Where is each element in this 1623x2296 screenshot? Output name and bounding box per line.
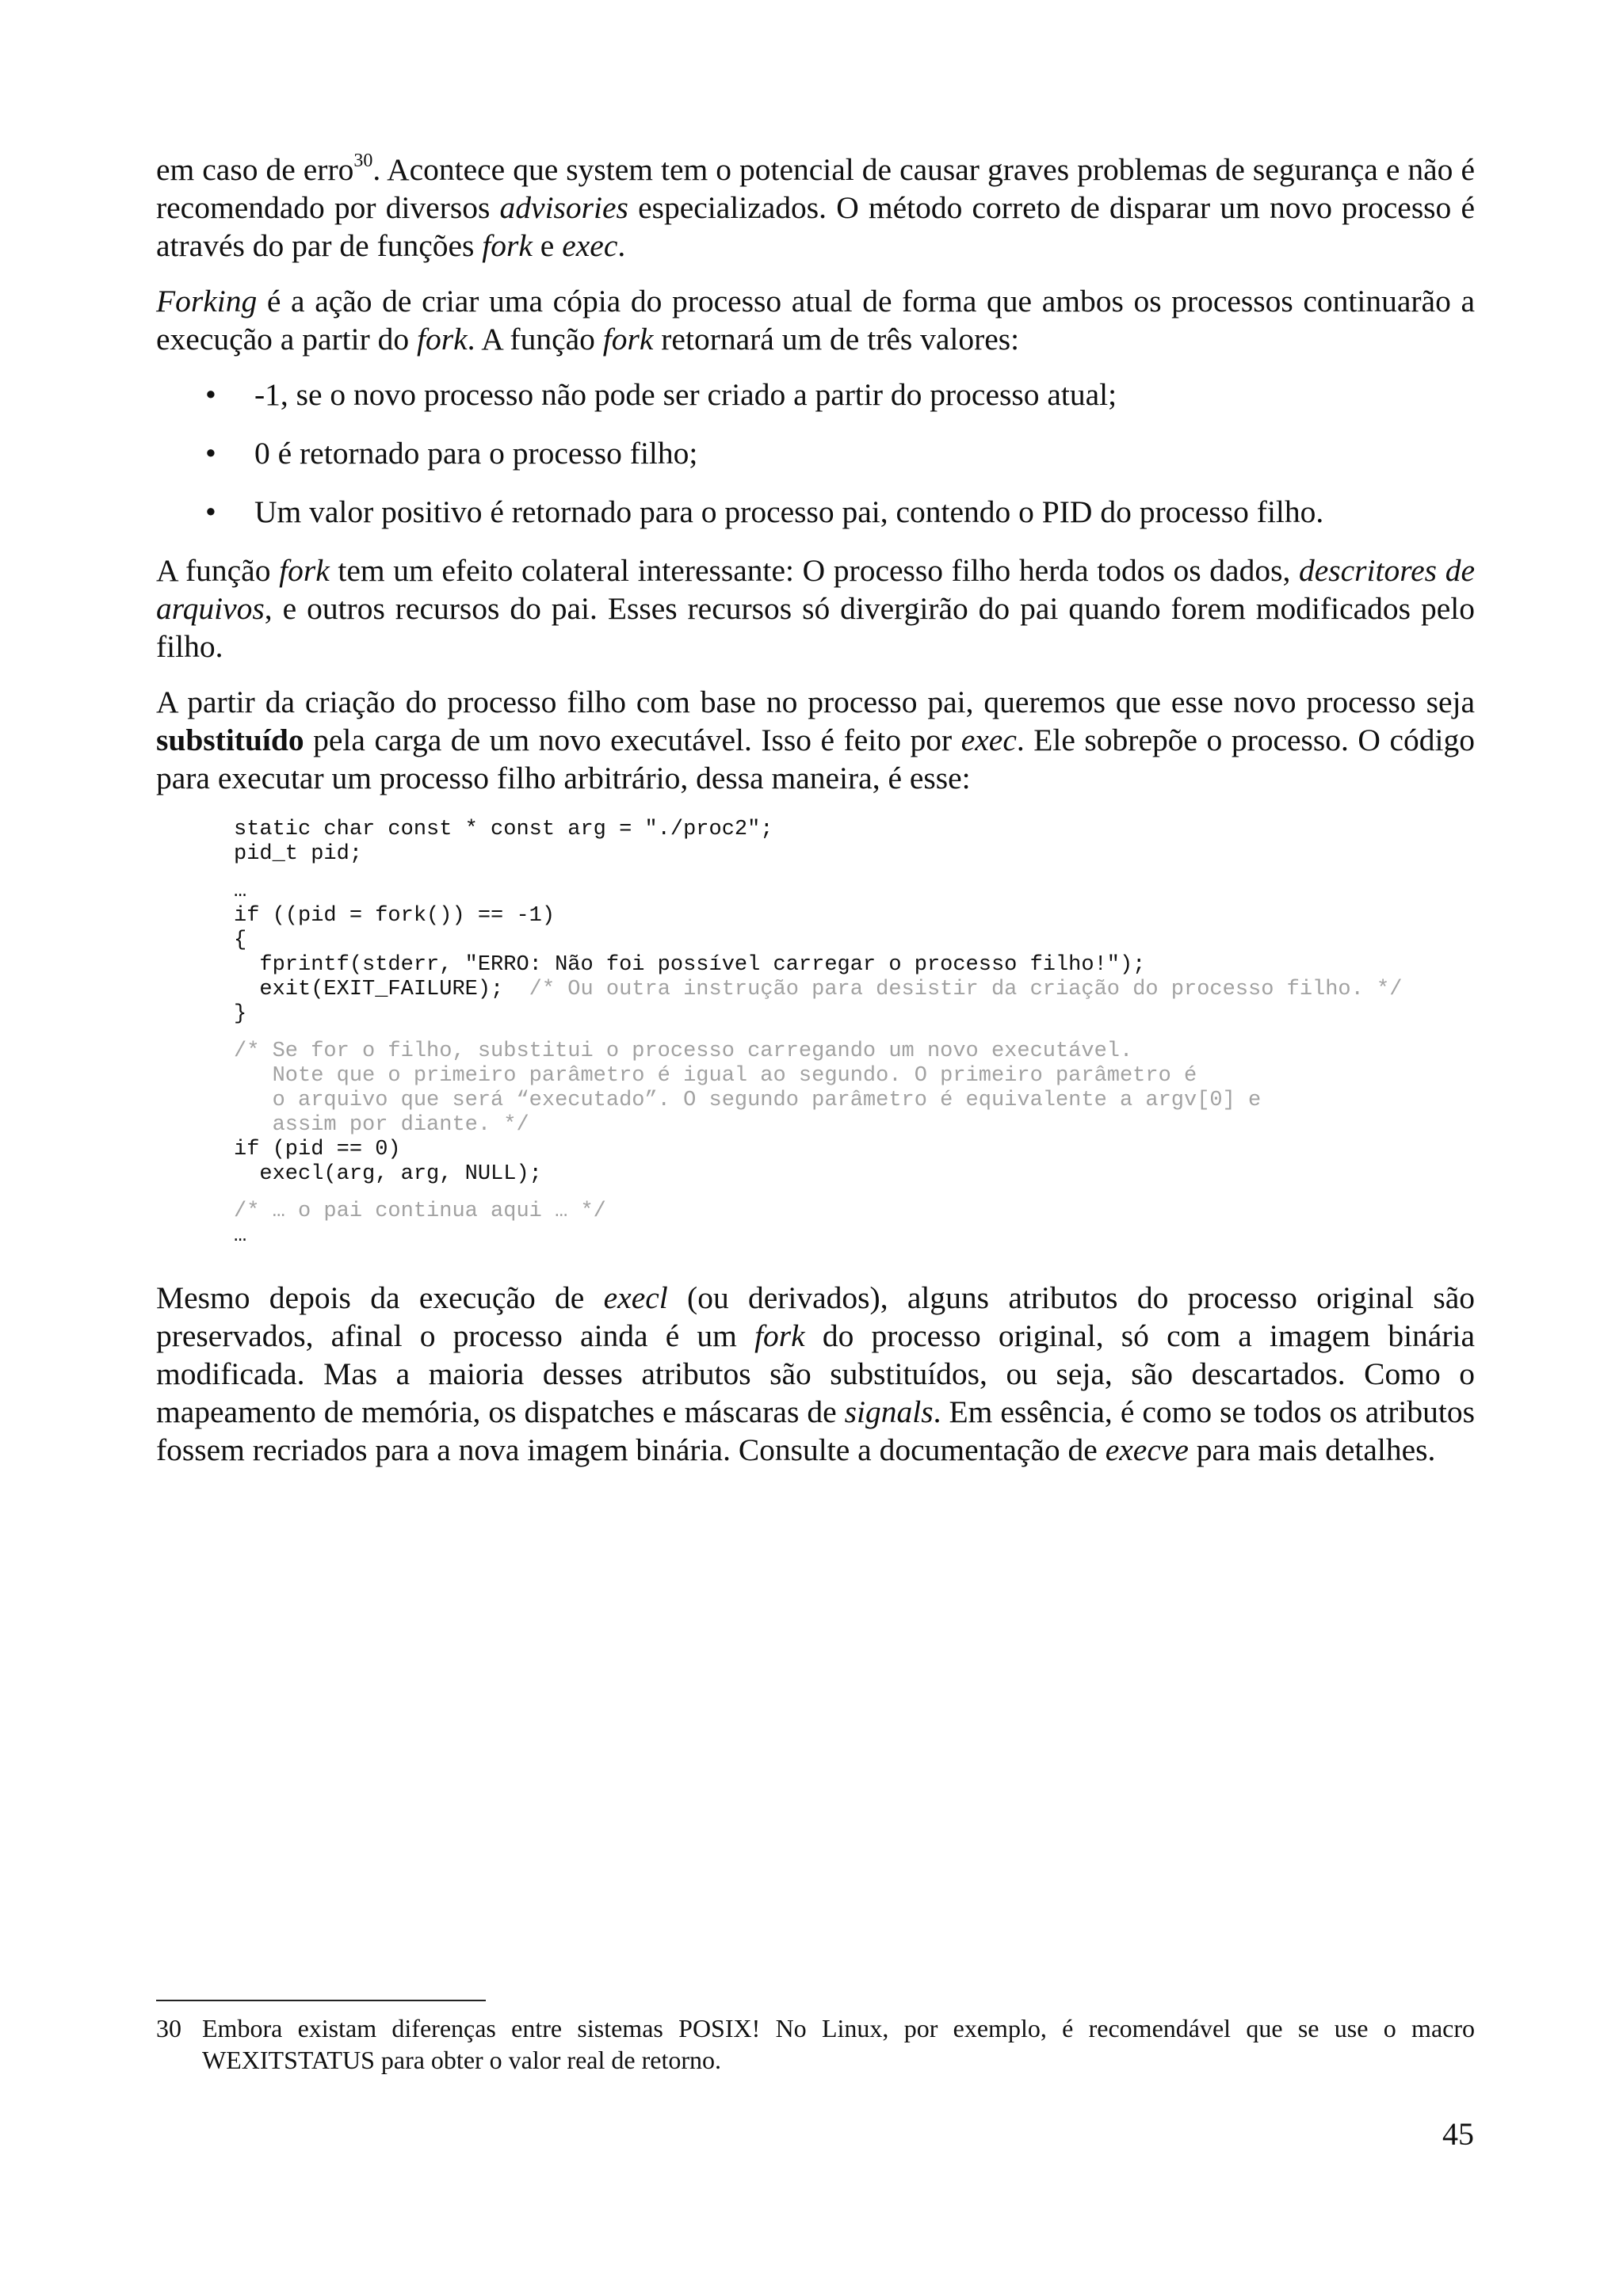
main-text <box>156 151 1475 1486</box>
italic-term: fork <box>602 322 654 357</box>
text-run: A função <box>156 553 280 588</box>
paragraph-1 <box>156 151 1475 265</box>
code-line <box>234 978 1475 1002</box>
footnote <box>156 2012 1475 2076</box>
list-item <box>156 376 1475 414</box>
code-gap <box>234 1027 1475 1039</box>
italic-term: exec <box>562 228 618 263</box>
text-run: Mesmo depois da execução de <box>156 1280 604 1315</box>
list-item-text: -1, se o novo processo não pode ser criado a partir do processo atual; <box>254 377 1117 412</box>
code-line: { <box>234 929 247 952</box>
code-comment: /* Ou outra instrução para desistir da criação do processo filho. */ <box>503 978 1403 1001</box>
italic-term: execve <box>1105 1432 1189 1467</box>
text-run: (ou derivados), alguns atributos do processo original são preservados, afinal o processo ainda é um <box>156 1280 1475 1353</box>
footnote-divider <box>156 2000 486 2001</box>
text-run: pela carga de um novo executável. Isso é feito por <box>304 723 961 757</box>
footnote-text: Embora existam diferenças entre sistemas POSIX! No Linux, por exemplo, é recomendável que se use o macro WEXITSTATUS para obter o valor real de retorno. <box>202 2014 1475 2074</box>
list-item <box>156 493 1475 531</box>
footnote-number: 30 <box>156 2014 181 2042</box>
page-number: 45 <box>1442 2116 1474 2152</box>
bullet-icon: • <box>205 494 216 529</box>
code-comment: /* … o pai continua aqui … */ <box>234 1199 606 1223</box>
italic-term: descritores de arquivos <box>156 553 1475 626</box>
code-line: pid_t pid; <box>234 842 363 866</box>
paragraph-2 <box>156 282 1475 358</box>
text-run: para mais detalhes. <box>1188 1432 1436 1467</box>
code-line: … <box>234 1224 247 1248</box>
text-run: A partir da criação do processo filho com base no processo pai, queremos que esse novo processo seja <box>156 685 1475 719</box>
text-run: retornará um de três valores: <box>653 322 1020 357</box>
bullet-icon: • <box>205 436 216 471</box>
italic-term: fork <box>416 322 468 357</box>
text-run: é a ação de criar uma cópia do processo atual de forma que ambos os processos continuarão a execução a partir do <box>156 284 1475 357</box>
text-run: do processo original, só com a imagem binária modificada. Mas a maioria desses atributos são substituídos, ou seja, são descartados. Como o mapeamento de memória, os dispatches e máscaras de <box>156 1318 1475 1429</box>
text-run: . Ele sobrepõe o processo. O código para executar um processo filho arbitrário, dessa maneira, é esse: <box>156 723 1475 795</box>
italic-term: Forking <box>156 284 258 318</box>
code-gap <box>234 1187 1475 1199</box>
list-item-text: Um valor positivo é retornado para o processo pai, contendo o PID do processo filho. <box>254 494 1324 529</box>
code-block <box>234 818 1475 1249</box>
text-run: especializados. O método correto de disparar um novo processo é através do par de funções <box>156 190 1475 263</box>
code-line: execl(arg, arg, NULL); <box>234 1162 542 1186</box>
code-line: … <box>234 879 247 903</box>
italic-term: execl <box>603 1280 668 1315</box>
paragraph-4 <box>156 683 1475 797</box>
code-comment: assim por diante. */ <box>234 1113 529 1137</box>
code-line: if ((pid = fork()) == -1) <box>234 904 556 928</box>
text-run: . Em essência, é como se todos os atributos fossem recriados para a nova imagem binária. Consulte a documentação de <box>156 1394 1475 1467</box>
list-item <box>156 434 1475 472</box>
code-gap <box>234 867 1475 879</box>
footnote-reference[interactable]: 30 <box>353 151 373 171</box>
code-line: fprintf(stderr, "ERRO: Não foi possível carregar o processo filho!"); <box>234 953 1146 977</box>
italic-term: fork <box>754 1318 805 1353</box>
paragraph-3 <box>156 551 1475 666</box>
code-comment: /* Se for o filho, substitui o processo carregando um novo executável. <box>234 1039 1133 1063</box>
code-comment: o arquivo que será “executado”. O segundo parâmetro é equivalente a argv[0] e <box>234 1089 1262 1112</box>
text-run: . <box>617 228 626 263</box>
bold-term: substituído <box>156 723 304 757</box>
list-item-text: 0 é retornado para o processo filho; <box>254 436 698 471</box>
bullet-icon: • <box>205 377 216 412</box>
code-text: exit(EXIT_FAILURE); <box>234 978 504 1001</box>
italic-term: fork <box>482 228 533 263</box>
code-line: } <box>234 1002 247 1026</box>
italic-term: fork <box>279 553 330 588</box>
text-run: . A função <box>467 322 603 357</box>
text-run: , e outros recursos do pai. Esses recursos só divergirão do pai quando forem modificados pelo filho. <box>156 591 1475 664</box>
return-values-list <box>156 376 1475 531</box>
paragraph-5 <box>156 1279 1475 1469</box>
text-run: em caso de erro <box>156 152 354 187</box>
text-run: tem um efeito colateral interessante: O processo filho herda todos os dados, <box>329 553 1299 588</box>
code-comment: Note que o primeiro parâmetro é igual ao segundo. O primeiro parâmetro é <box>234 1064 1197 1088</box>
text-run: e <box>532 228 563 263</box>
code-line: if (pid == 0) <box>234 1138 401 1161</box>
italic-term: exec <box>960 723 1017 757</box>
code-line: static char const * const arg = "./proc2"; <box>234 818 773 841</box>
text-run: . Acontece que system tem o potencial de causar graves problemas de segurança e não é recomendado por diversos <box>156 152 1475 225</box>
italic-term: signals <box>844 1394 934 1429</box>
italic-term: advisories <box>499 190 628 225</box>
